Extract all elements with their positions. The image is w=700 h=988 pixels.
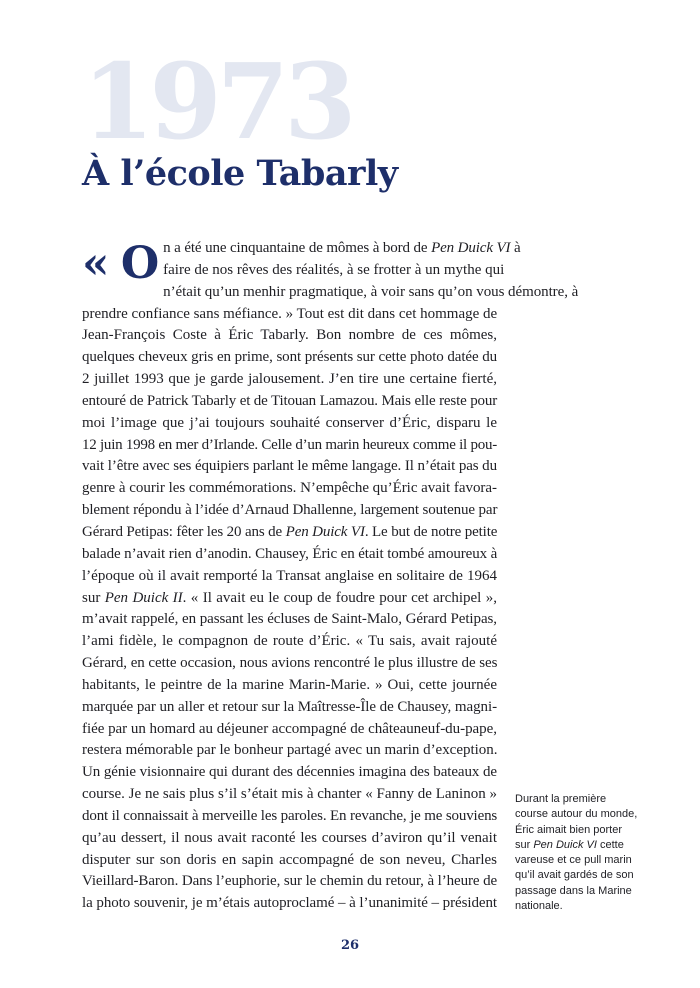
article-line: 12 juin 1998 en mer d’Irlande. Celle d’un marin heureux comme il pou- — [82, 436, 497, 453]
article-line: moi l’image que j’ai toujours souhaité conserver d’Éric, disparu le — [82, 414, 497, 431]
article-line: restera mémorable par le bonheur partagé avec un marin d’exception. — [82, 742, 498, 759]
article-line: m’avait rappelé, en passant les écluses de Saint-Malo, Gérard Petipas, — [82, 611, 497, 628]
article-line: blement répondu à l’idée d’Arnaud Dhallenne, largement soutenue par — [82, 502, 498, 519]
article-line: Jean-François Coste à Éric Tabarly. Bon nombre de ces mômes, — [82, 327, 497, 344]
article-line: marquée par un aller et retour sur la Maîtresse-Île de Chausey, magni- — [82, 698, 497, 715]
article-line: balade n’avait rien d’anodin. Chausey, Éric en était tombé amoureux à — [82, 545, 498, 562]
article-line: qu’au dessert, il nous avait raconté les courses d’aviron qu’il venait — [82, 829, 497, 846]
article-line: n a été une cinquantaine de mômes à bord de Pen Duick VI à — [163, 240, 521, 256]
article-line: quelques cheveux gris en prime, sont présents sur cette photo datée du — [82, 349, 497, 366]
article-line: Gérard Petipas: fêter les 20 ans de Pen Duick VI. Le but de notre petite — [82, 523, 498, 540]
article-line: 2 juillet 1993 que je garde jalousement. J’en tire une certaine fierté, — [82, 371, 497, 388]
article-line: sur Pen Duick II. « Il avait eu le coup de foudre pour cet archipel », — [82, 589, 497, 606]
chapter-title: À l’école Tabarly — [82, 153, 398, 194]
article-line: l’époque où il avait remporté la Transat anglaise en solitaire de 1964 — [82, 567, 497, 584]
article-line: habitants, le peintre de la marine Marin-Marie. » Oui, cette journée — [82, 676, 497, 693]
article-line: la photo souvenir, je m’étais autoproclamé – à l’unanimité – président — [82, 895, 497, 912]
article-line: l’ami fidèle, le compagnon de route d’Éric. « Tu sais, avait rajouté — [82, 633, 497, 650]
drop-cap: « O — [82, 238, 158, 289]
article-line: entouré de Patrick Tabarly et de Titouan Lamazou. Mais elle reste pour — [82, 392, 498, 409]
article-line: prendre confiance sans méfiance. » Tout est dit dans cet hommage de — [82, 305, 498, 322]
caption-text: Durant la première course autour du monde, Éric aimait bien porter sur — [515, 793, 638, 851]
chapter-year: 1973 — [82, 40, 352, 163]
article-line: fiée par un homard au déjeuner accompagné de châteauneuf-du-pape, — [82, 720, 497, 737]
article-line: Un génie visionnaire qui durant des décennies imagina des bateaux de — [82, 764, 497, 781]
caption-text: cette vareuse et ce pull marin qu’il avait gardés de son passage dans la Marine nationale. — [515, 838, 634, 913]
article-line: Gérard, en cette occasion, nous avions rencontré le plus illustre de ses — [82, 655, 498, 672]
photo-caption — [515, 792, 640, 914]
article-line: Vieillard-Baron. Dans l’euphorie, sur le chemin du retour, à l’heure de — [82, 873, 498, 890]
article-line: genre à courir les commémorations. N’empêche qu’Éric avait favora- — [82, 480, 497, 497]
article-line: n’était qu’un menhir pragmatique, à voir sans qu’on vous démontre, à — [163, 283, 579, 300]
page-number: 26 — [340, 938, 360, 953]
article-line: course. Je ne sais plus s’il s’était mis à chanter « Fanny de Laninon » — [82, 786, 497, 803]
article-line: faire de nos rêves des réalités, à se frotter à un mythe qui — [163, 261, 505, 278]
caption-boat-name: Pen Duick VI — [533, 838, 597, 851]
article-line: dont il connaissait à merveille les paroles. En revanche, je me souviens — [82, 807, 498, 824]
article-line: disputer sur son doris en sapin accompagné de son neveu, Charles — [82, 851, 497, 868]
article-line: vait l’être avec ses équipiers parlant le même langage. Il n’était pas du — [82, 458, 497, 475]
